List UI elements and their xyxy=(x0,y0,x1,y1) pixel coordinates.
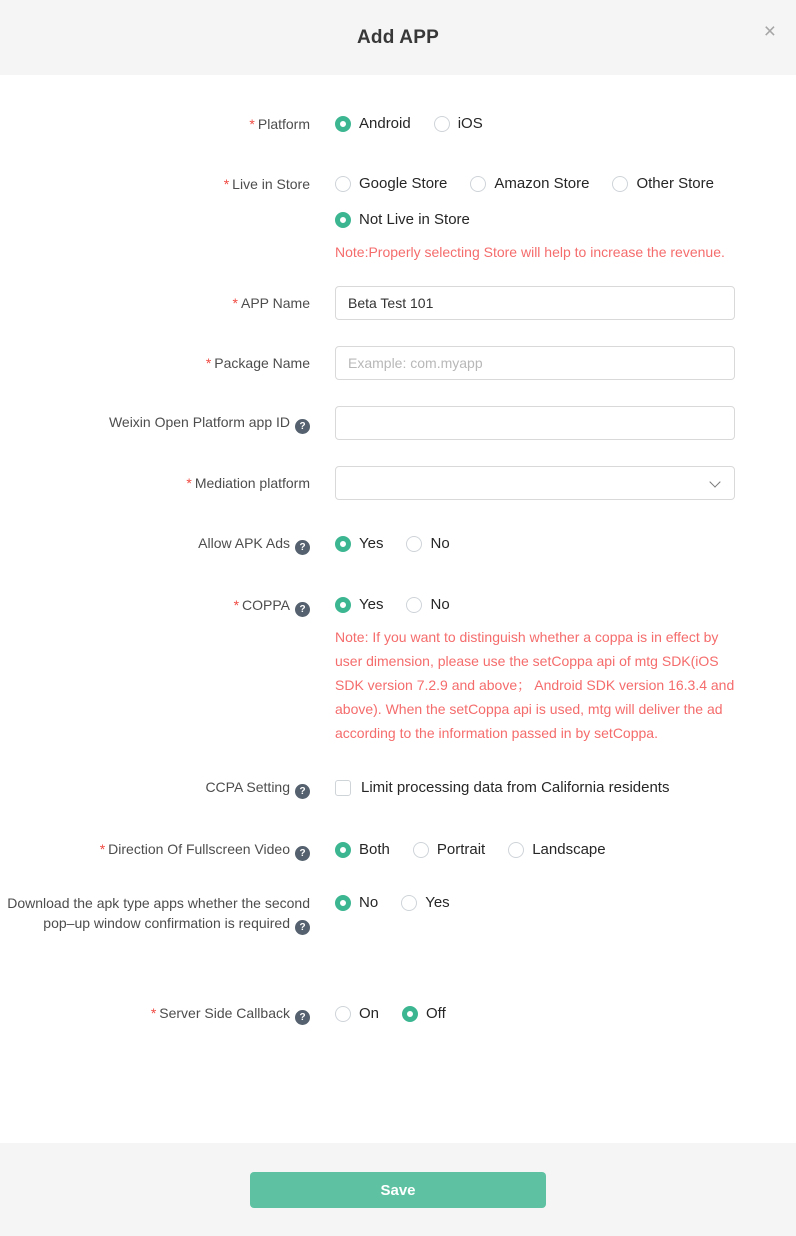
radio-option-direction-portrait[interactable] xyxy=(413,840,485,860)
field-label-text: Download the apk type apps whether the second pop–up window confirmation is required xyxy=(7,895,310,931)
app-name-label xyxy=(0,293,310,313)
radio-icon-not-live-in-store[interactable] xyxy=(335,212,351,228)
radio-label[interactable]: Portrait xyxy=(436,841,486,858)
coppa-label xyxy=(0,595,310,617)
form-row-weixin-app-id xyxy=(0,406,796,440)
required-asterisk: * xyxy=(249,116,255,132)
radio-icon-callback-on[interactable] xyxy=(335,1006,351,1022)
radio-option-popup-yes[interactable] xyxy=(401,893,449,913)
radio-option-not-live-in-store[interactable] xyxy=(335,210,470,230)
radio-icon-other-store[interactable] xyxy=(612,176,628,192)
checkbox-icon[interactable] xyxy=(335,780,351,796)
form-row-platform xyxy=(0,114,796,134)
radio-label[interactable]: Yes xyxy=(359,535,384,552)
dialog-header xyxy=(0,0,796,75)
form-row-app-name xyxy=(0,286,796,320)
field-label-text: Platform xyxy=(257,116,310,132)
radio-option-amazon-store[interactable] xyxy=(470,174,589,194)
radio-label[interactable]: Amazon Store xyxy=(494,175,590,192)
radio-option-coppa-no[interactable] xyxy=(406,595,449,615)
radio-label[interactable]: Landscape xyxy=(532,841,606,858)
radio-label[interactable]: Not Live in Store xyxy=(359,211,470,228)
weixin-app-id-label xyxy=(0,412,310,434)
required-asterisk: * xyxy=(186,475,192,491)
store-note-text: Note:Properly selecting Store will help to increase the revenue. xyxy=(335,244,725,260)
radio-icon-popup-no[interactable] xyxy=(335,895,351,911)
radio-option-ios[interactable] xyxy=(434,114,483,134)
required-asterisk: * xyxy=(205,355,212,371)
radio-label[interactable]: Google Store xyxy=(359,175,448,192)
mediation-platform-label xyxy=(0,473,310,493)
dialog-body xyxy=(0,75,796,1143)
form-row-coppa xyxy=(0,595,796,745)
chevron-down-icon xyxy=(709,476,720,487)
help-icon[interactable]: ? xyxy=(295,920,310,935)
field-label-text: Server Side Callback xyxy=(159,1005,290,1021)
apk-popup-confirm-label xyxy=(0,893,310,935)
radio-option-android[interactable] xyxy=(335,114,411,134)
field-label-text: Allow APK Ads xyxy=(198,535,290,551)
radio-option-google-store[interactable] xyxy=(335,174,447,194)
field-label-text: COPPA xyxy=(242,597,290,613)
form-row-live-in-store xyxy=(0,174,796,264)
radio-label[interactable]: Yes xyxy=(425,894,450,911)
required-asterisk: * xyxy=(150,1005,157,1021)
required-asterisk: * xyxy=(99,841,106,857)
form-row-package-name xyxy=(0,346,796,380)
dialog-title: Add APP xyxy=(357,26,439,48)
save-button[interactable]: Save xyxy=(250,1172,546,1208)
required-asterisk: * xyxy=(223,176,230,192)
required-asterisk: * xyxy=(233,597,240,613)
coppa-note-text: Note: If you want to distinguish whether a coppa is in effect by user dimension, please use the setCoppa api of mtg SDK(iOS SDK version 7.2.9 and above； Android SDK version 16.3.4 and above). When the setCoppa api is used, mtg will deliver the ad according to the information passed in by setCoppa. xyxy=(335,629,735,741)
field-label-text: Mediation platform xyxy=(194,475,310,491)
radio-icon-coppa-yes[interactable] xyxy=(335,597,351,613)
radio-label[interactable]: Both xyxy=(359,841,390,858)
radio-label[interactable]: No xyxy=(430,535,450,552)
field-label-text: APP Name xyxy=(241,295,310,311)
radio-icon-ios[interactable] xyxy=(434,116,450,132)
mediation-platform-select[interactable] xyxy=(335,466,735,500)
field-label-text: Live in Store xyxy=(232,176,310,192)
radio-icon-callback-off[interactable] xyxy=(402,1006,418,1022)
radio-icon-direction-landscape[interactable] xyxy=(508,842,524,858)
ccpa-checkbox-option[interactable] xyxy=(335,778,669,798)
field-label-text: CCPA Setting xyxy=(205,779,290,795)
radio-label[interactable]: No xyxy=(430,596,450,613)
radio-label[interactable]: Yes xyxy=(359,596,384,613)
weixin-app-id-input[interactable] xyxy=(335,406,735,440)
radio-icon-coppa-no[interactable] xyxy=(406,597,422,613)
field-label-text: Weixin Open Platform app ID xyxy=(108,414,290,430)
radio-option-other-store[interactable] xyxy=(612,174,714,194)
field-label-text: Package Name xyxy=(214,355,310,371)
radio-option-direction-landscape[interactable] xyxy=(508,840,605,860)
form-row-apk-popup-confirm xyxy=(0,893,796,935)
radio-icon-direction-both[interactable] xyxy=(335,842,351,858)
help-icon[interactable]: ? xyxy=(295,419,310,434)
radio-icon-android[interactable] xyxy=(335,116,351,132)
radio-icon-direction-portrait[interactable] xyxy=(413,842,429,858)
close-icon[interactable]: × xyxy=(763,20,776,43)
checkbox-label[interactable]: Limit processing data from California residents xyxy=(361,779,670,796)
allow-apk-ads-label xyxy=(0,533,310,555)
help-icon[interactable]: ? xyxy=(295,1010,310,1025)
server-side-callback-label xyxy=(0,1003,310,1025)
radio-label[interactable]: Off xyxy=(426,1005,446,1022)
radio-option-callback-on[interactable] xyxy=(335,1004,379,1024)
required-asterisk: * xyxy=(232,295,238,311)
ccpa-setting-label xyxy=(0,777,310,799)
radio-option-apk-ads-yes[interactable] xyxy=(335,534,383,554)
radio-icon-apk-ads-no[interactable] xyxy=(406,536,422,552)
form-row-ccpa-setting xyxy=(0,777,796,799)
help-icon[interactable]: ? xyxy=(295,846,310,861)
live-in-store-label xyxy=(0,174,310,194)
radio-label[interactable]: No xyxy=(359,894,379,911)
radio-option-direction-both[interactable] xyxy=(335,840,390,860)
radio-label[interactable]: Other Store xyxy=(636,175,714,192)
radio-option-callback-off[interactable] xyxy=(402,1004,446,1024)
radio-option-coppa-yes[interactable] xyxy=(335,595,383,615)
radio-icon-popup-yes[interactable] xyxy=(401,895,417,911)
radio-icon-apk-ads-yes[interactable] xyxy=(335,536,351,552)
form-row-mediation-platform xyxy=(0,466,796,500)
package-name-input[interactable] xyxy=(335,346,735,380)
radio-option-apk-ads-no[interactable] xyxy=(406,534,449,554)
form-row-allow-apk-ads xyxy=(0,533,796,555)
platform-label xyxy=(0,114,310,134)
form-row-server-side-callback xyxy=(0,1003,796,1025)
radio-icon-google-store[interactable] xyxy=(335,176,351,192)
dialog-footer xyxy=(0,1143,796,1236)
radio-option-popup-no[interactable] xyxy=(335,893,378,913)
help-icon[interactable]: ? xyxy=(295,602,310,617)
form-row-fullscreen-direction xyxy=(0,839,796,861)
app-name-input[interactable] xyxy=(335,286,735,320)
fullscreen-direction-label xyxy=(0,839,310,861)
radio-label[interactable]: iOS xyxy=(457,115,483,132)
radio-label[interactable]: Android xyxy=(359,115,411,132)
field-label-text: Direction Of Fullscreen Video xyxy=(108,841,290,857)
package-name-label xyxy=(0,353,310,373)
help-icon[interactable]: ? xyxy=(295,540,310,555)
radio-label[interactable]: On xyxy=(359,1005,380,1022)
radio-icon-amazon-store[interactable] xyxy=(470,176,486,192)
help-icon[interactable]: ? xyxy=(295,784,310,799)
